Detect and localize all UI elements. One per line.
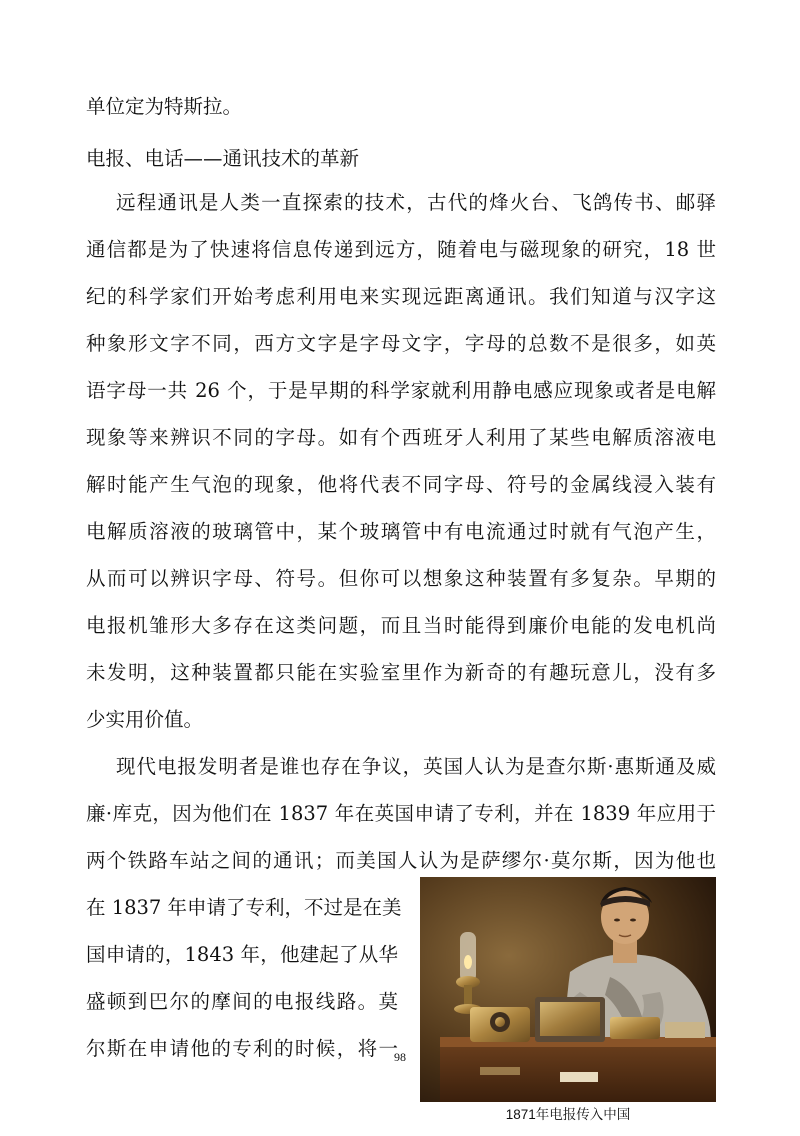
paragraph-line: 盛顿到巴尔的摩间的电报线路。莫 <box>86 990 398 1013</box>
paragraph-line: 在 1837 年申请了专利，不过是在美 <box>86 896 402 919</box>
paragraph-line: 现象等来辨识不同的字母。如有个西班牙人利用了某些电解质溶液电 <box>86 426 716 449</box>
paragraph-line: 尔斯在申请他的专利的时候，将一 <box>86 1037 398 1060</box>
paragraph-line: 未发明，这种装置都只能在实验室里作为新奇的有趣玩意儿，没有多 <box>86 661 716 684</box>
paragraph-line: 少实用价值。 <box>86 708 204 731</box>
page-number: 98 <box>394 1050 406 1064</box>
paragraph-line: 两个铁路车站之间的通讯；而美国人认为是萨缪尔·莫尔斯，因为他也 <box>86 849 716 872</box>
continued-line: 单位定为特斯拉。 <box>86 95 243 118</box>
section-heading: 电报、电话——通讯技术的革新 <box>86 147 360 170</box>
paragraph-line: 国申请的，1843 年，他建起了从华 <box>86 943 398 966</box>
paragraph-line: 纪的科学家们开始考虑利用电来实现远距离通讯。我们知道与汉字这 <box>86 285 716 308</box>
paragraph-line: 现代电报发明者是谁也存在争议，英国人认为是查尔斯·惠斯通及威 <box>116 755 716 778</box>
paragraph-line: 语字母一共 26 个，于是早期的科学家就利用静电感应现象或者是电解 <box>86 379 716 402</box>
paragraph-line: 廉·库克，因为他们在 1837 年在英国申请了专利，并在 1839 年应用于 <box>86 802 716 825</box>
paragraph-line: 通信都是为了快速将信息传递到远方，随着电与磁现象的研究，18 世 <box>86 238 716 261</box>
paragraph-line: 电报机雏形大多存在这类问题，而且当时能得到廉价电能的发电机尚 <box>86 614 716 637</box>
paragraph-line: 解时能产生气泡的现象，他将代表不同字母、符号的金属线浸入装有 <box>86 473 716 496</box>
telegraph-photo <box>420 877 716 1102</box>
paragraph-line: 远程通讯是人类一直探索的技术，古代的烽火台、飞鸽传书、邮驿 <box>116 191 716 214</box>
paragraph-line: 种象形文字不同，西方文字是字母文字，字母的总数不是很多，如英 <box>86 332 716 355</box>
paragraph-line: 电解质溶液的玻璃管中，某个玻璃管中有电流通过时就有气泡产生， <box>86 520 716 543</box>
paragraph-line: 从而可以辨识字母、符号。但你可以想象这种装置有多复杂。早期的 <box>86 567 716 590</box>
figure-caption: 1871年电报传入中国 <box>505 1107 631 1122</box>
